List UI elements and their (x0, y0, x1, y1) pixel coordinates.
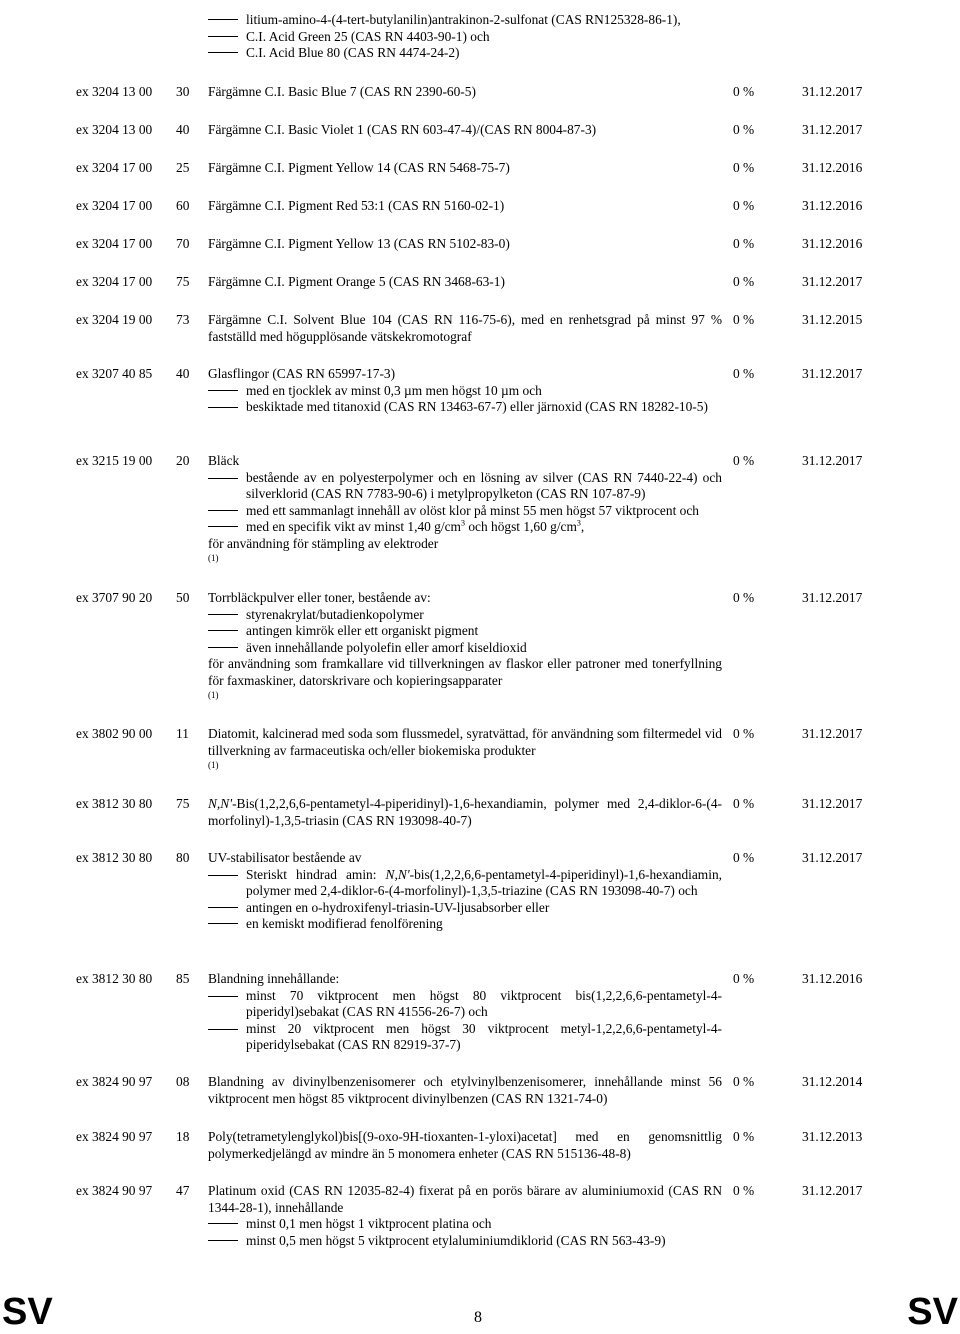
duty-rate: 0 % (733, 796, 755, 811)
page-number: 8 (474, 1309, 482, 1326)
dash (208, 510, 238, 511)
end-date: 31.12.2016 (802, 971, 863, 986)
cn-code: ex 3204 13 00 (76, 84, 153, 99)
taric-code: 30 (176, 84, 190, 99)
end-date: 31.12.2017 (802, 1183, 863, 1198)
taric-code: 70 (176, 236, 190, 251)
footnote-ref: (1) (208, 553, 219, 563)
duty-rate: 0 % (733, 453, 755, 468)
taric-code: 60 (176, 198, 190, 213)
dash (208, 390, 238, 391)
cn-code: ex 3204 17 00 (76, 274, 153, 289)
cn-code: ex 3802 90 00 (76, 726, 153, 741)
description: Bläck bestående av en polyesterpolymer och en lösning av silver (CAS RN 7440-22-4) och silverklorid (CAS RN 7783-90-6) i metylpropylketon (CAS RN 107-87-9) med ett sammanlagt innehåll av olöst klor på minst 55 men högst 57 viktprocent och med en specifik vikt av minst 1,40 $g/cm^3$ och högst 1,60 $g/cm^3$, för användning för stämpling av elektroder (1) (208, 453, 722, 563)
taric-code: 75 (176, 796, 190, 811)
dash (208, 478, 238, 503)
duty-rate: 0 % (733, 1183, 755, 1198)
duty-rate: 0 % (733, 312, 755, 327)
duty-rate: 0 % (733, 590, 755, 605)
duty-rate: 0 % (733, 366, 755, 381)
cn-code: ex 3707 90 20 (76, 590, 153, 605)
taric-code: 40 (176, 122, 190, 137)
dash (208, 630, 238, 631)
taric-code: 08 (176, 1074, 190, 1089)
end-date: 31.12.2016 (802, 160, 863, 175)
taric-code: 73 (176, 312, 190, 327)
dash (208, 407, 238, 416)
taric-code: 85 (176, 971, 190, 986)
cn-code: ex 3812 30 80 (76, 971, 153, 986)
taric-code: 40 (176, 366, 190, 381)
cn-code: ex 3204 13 00 (76, 122, 153, 137)
description: Färgämne C.I. Solvent Blue 104 (CAS RN 116-75-6), med en renhetsgrad på minst 97 % fastställd med högupplösande vätskekromotograf (208, 312, 722, 344)
end-date: 31.12.2017 (802, 726, 863, 741)
description: Glasflingor (CAS RN 65997-17-3) med en tjocklek av minst 0,3 µm men högst 10 µm och beskiktade med titanoxid (CAS RN 13463-67-7) eller järnoxid (CAS RN 18282-10-5) (208, 366, 708, 414)
end-date: 31.12.2017 (802, 850, 863, 865)
description: Platinum oxid (CAS RN 12035-82-4) fixerat på en porös bärare av aluminiumoxid (CAS RN 1344-28-1), innehållande minst 0,1 men högst 1 viktprocent platina och minst 0,5 men högst 5 viktprocent etylaluminiumdiklorid (CAS RN 563-43-9) (208, 1183, 722, 1248)
description: Blandning innehållande: minst 70 viktprocent men högst 80 viktprocent bis(1,2,2,6,6-pentametyl-4-piperidyl)sebakat (CAS RN 41556-26-7) och minst 20 viktprocent men högst 30 viktprocent metyl-1,2,2,6,6-pentametyl-4-piperidylsebakat (CAS RN 82919-37-7) (208, 971, 722, 1052)
cn-code: ex 3824 90 97 (76, 1074, 153, 1089)
dash (208, 52, 238, 53)
description: Poly(tetrametylenglykol)bis[(9-oxo-9H-tioxanten-1-yloxi)acetat] med en genomsnittlig polymerkedjelängd av mindre än 5 monomera enheter (CAS RN 515136-48-8) (208, 1129, 722, 1161)
end-date: 31.12.2013 (802, 1129, 863, 1144)
taric-code: 20 (176, 453, 190, 468)
intro-list (208, 12, 728, 62)
end-date: 31.12.2017 (802, 366, 863, 381)
dash (208, 647, 238, 648)
duty-rate: 0 % (733, 160, 755, 175)
cn-code: ex 3207 40 85 (76, 366, 153, 381)
language-code-right: SV (907, 1291, 958, 1333)
description: UV-stabilisator bestående av Steriskt hindrad amin: N,N'-bis(1,2,2,6,6-pentametyl-4-piperidinyl)-1,6-hexandiamin, polymer med 2,4-diklor-6-(4-morfolinyl)-1,3,5-triazine (CAS RN 193098-40-7) och antingen en o-hydroxifenyl-triasin-UV-ljusabsorber eller en kemiskt modifierad fenolförening (208, 850, 722, 931)
duty-rate: 0 % (733, 122, 755, 137)
description: Färgämne C.I. Pigment Yellow 14 (CAS RN 5468-75-7) (208, 160, 510, 175)
dash (208, 875, 238, 900)
duty-rate: 0 % (733, 726, 755, 741)
duty-rate: 0 % (733, 236, 755, 251)
description: Torrbläckpulver eller toner, bestående av: styrenakrylat/butadienkopolymer antingen kimrök eller ett organiskt pigment även innehållande polyolefin eller amorf kiseldioxid för användning som framkallare vid tillverkningen av flaskor eller patroner med tonerfyllning för faxmaskiner, datorskrivare och kopieringsapparater (1) (208, 590, 722, 700)
description: Färgämne C.I. Pigment Yellow 13 (CAS RN 5102-83-0) (208, 236, 510, 251)
cn-code: ex 3204 17 00 (76, 236, 153, 251)
taric-code: 11 (176, 726, 189, 741)
intro-line: C.I. Acid Green 25 (CAS RN 4403-90-1) och (208, 29, 728, 46)
footnote-ref: (1) (208, 760, 219, 770)
description: Diatomit, kalcinerad med soda som flussmedel, syratvättad, för användning som filtermedel vid tillverkning av farmaceutiska och/eller biokemiska produkter (1) (208, 726, 722, 770)
duty-rate: 0 % (733, 1129, 755, 1144)
cn-code: ex 3824 90 97 (76, 1129, 153, 1144)
end-date: 31.12.2017 (802, 590, 863, 605)
duty-rate: 0 % (733, 198, 755, 213)
taric-code: 50 (176, 590, 190, 605)
cn-code: ex 3812 30 80 (76, 796, 153, 811)
duty-rate: 0 % (733, 274, 755, 289)
description: Färgämne C.I. Basic Violet 1 (CAS RN 603-47-4)/(CAS RN 8004-87-3) (208, 122, 597, 137)
dash (208, 1223, 238, 1224)
end-date: 31.12.2016 (802, 198, 863, 213)
cn-code: ex 3812 30 80 (76, 850, 153, 865)
cn-code: ex 3824 90 97 (76, 1183, 153, 1198)
dash (208, 996, 238, 1021)
taric-code: 18 (176, 1129, 190, 1144)
dash (208, 1240, 238, 1241)
end-date: 31.12.2015 (802, 312, 863, 327)
dash (208, 907, 238, 908)
dash (208, 614, 238, 615)
duty-rate: 0 % (733, 971, 755, 986)
end-date: 31.12.2017 (802, 274, 863, 289)
cn-code: ex 3204 19 00 (76, 312, 153, 327)
cn-code: ex 3204 17 00 (76, 198, 153, 213)
end-date: 31.12.2016 (802, 236, 863, 251)
duty-rate: 0 % (733, 850, 755, 865)
dash (208, 36, 238, 37)
end-date: 31.12.2017 (802, 453, 863, 468)
dash (208, 1029, 238, 1054)
cn-code: ex 3204 17 00 (76, 160, 153, 175)
taric-code: 75 (176, 274, 190, 289)
description: N,N'-Bis(1,2,2,6,6-pentametyl-4-piperidinyl)-1,6-hexandiamin, polymer med 2,4-diklor-6-(4-morfolinyl)-1,3,5-triasin (CAS RN 193098-40-7) (208, 796, 722, 828)
language-code-left: SV (2, 1291, 53, 1333)
end-date: 31.12.2017 (802, 796, 863, 811)
taric-code: 80 (176, 850, 190, 865)
description: Färgämne C.I. Pigment Red 53:1 (CAS RN 5160-02-1) (208, 198, 505, 213)
dash (208, 19, 238, 20)
description: Blandning av divinylbenzenisomerer och etylvinylbenzenisomerer, innehållande minst 56 viktprocent men högst 85 viktprocent divinylbenzen (CAS RN 1321-74-0) (208, 1074, 722, 1106)
end-date: 31.12.2017 (802, 84, 863, 99)
footnote-ref: (1) (208, 690, 219, 700)
end-date: 31.12.2017 (802, 122, 863, 137)
cn-code: ex 3215 19 00 (76, 453, 153, 468)
duty-rate: 0 % (733, 84, 755, 99)
taric-code: 47 (176, 1183, 190, 1198)
intro-line: C.I. Acid Blue 80 (CAS RN 4474-24-2) (208, 45, 728, 62)
intro-line: litium-amino-4-(4-tert-butylanilin)antrakinon-2-sulfonat (CAS RN125328-86-1), (208, 12, 728, 29)
duty-rate: 0 % (733, 1074, 755, 1089)
end-date: 31.12.2014 (802, 1074, 863, 1089)
description: Färgämne C.I. Pigment Orange 5 (CAS RN 3468-63-1) (208, 274, 505, 289)
dash (208, 526, 238, 527)
taric-code: 25 (176, 160, 190, 175)
description: Färgämne C.I. Basic Blue 7 (CAS RN 2390-60-5) (208, 84, 476, 99)
dash (208, 923, 238, 924)
